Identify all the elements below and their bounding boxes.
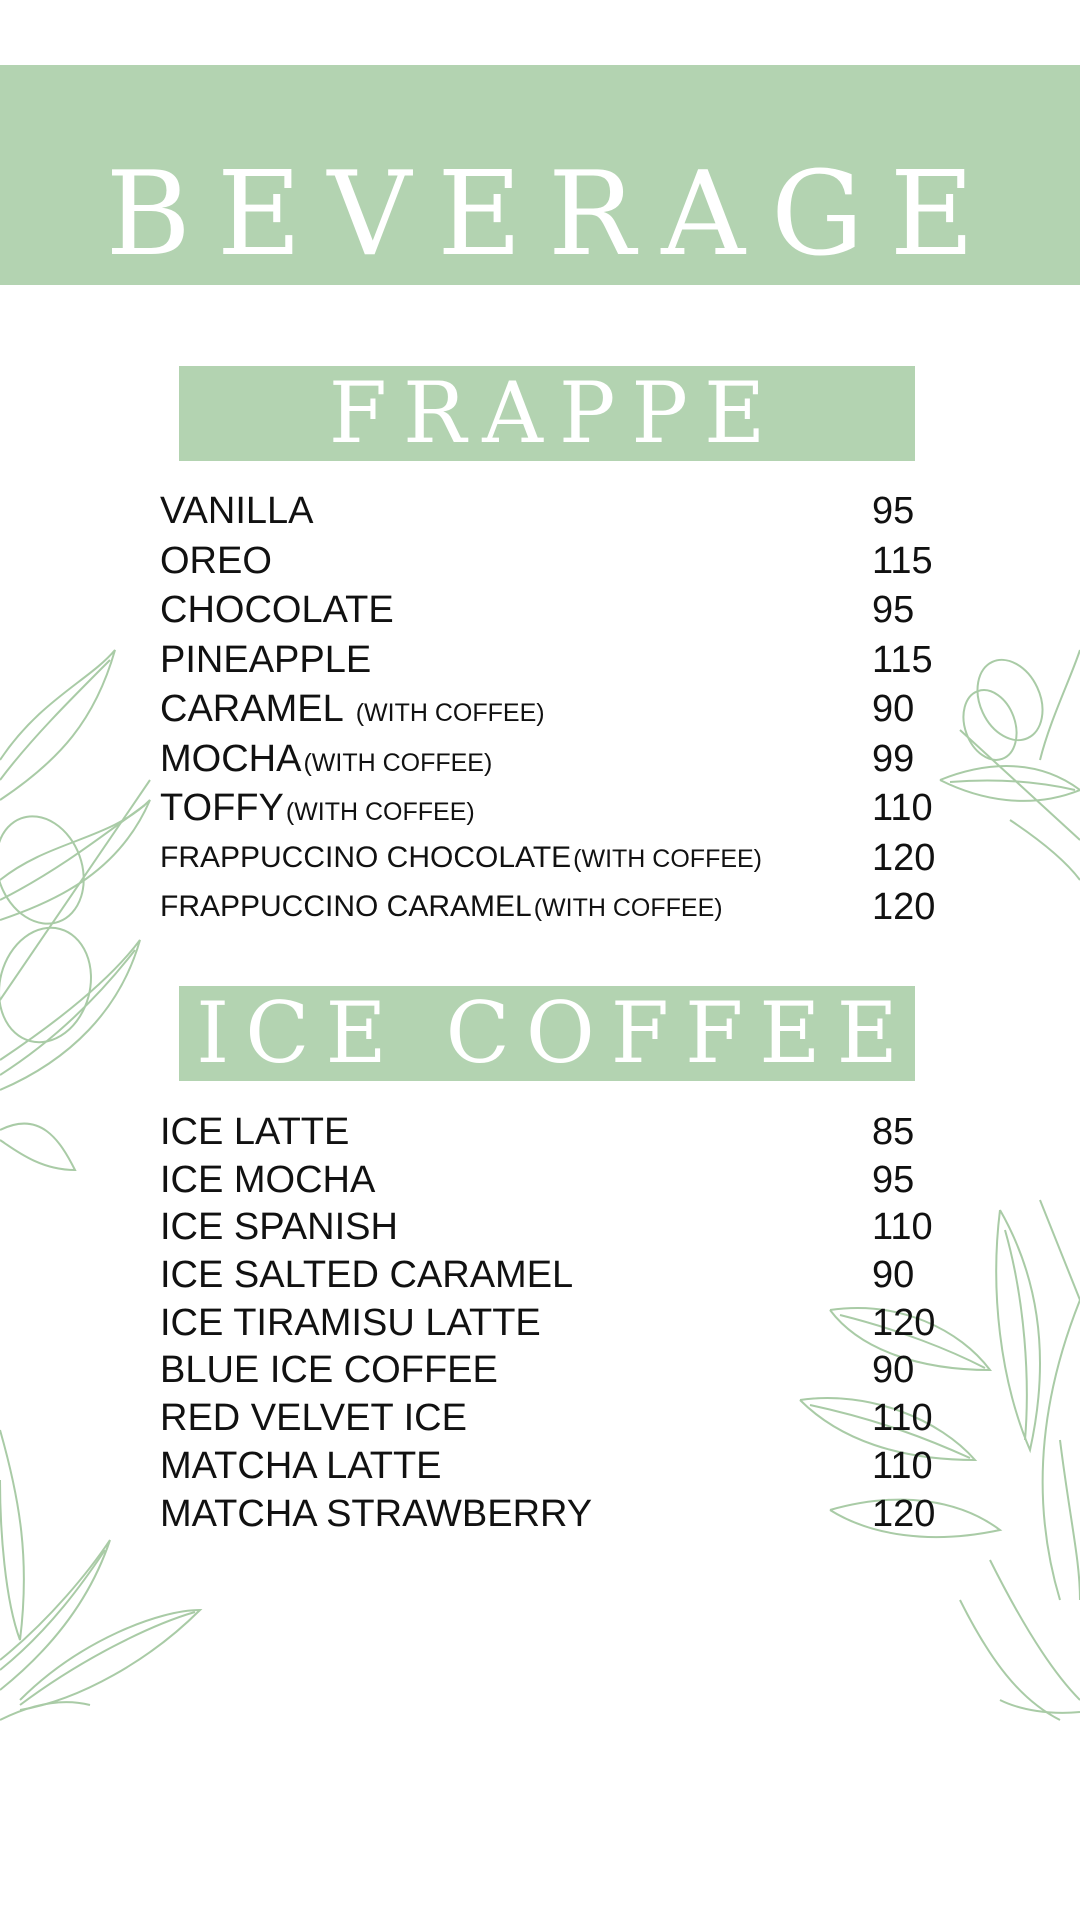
section-title: FRAPPE (328, 364, 782, 462)
menu-item (160, 487, 940, 537)
item-price: 120 (872, 886, 936, 928)
item-price: 115 (872, 638, 933, 681)
item-price: 90 (872, 1349, 915, 1392)
item-price: 90 (872, 688, 915, 730)
item-name: MATCHA STRAWBERRY (160, 1492, 593, 1535)
menu-item (160, 784, 940, 834)
item-price: 95 (872, 589, 915, 631)
item-name: OREO (160, 539, 272, 582)
section-title: ICE COFFEE (196, 984, 914, 1082)
item-name: CHOCOLATE (160, 589, 394, 631)
menu-item (160, 685, 940, 735)
menu-item (160, 1203, 940, 1251)
menu-item (160, 636, 940, 686)
item-note: (WITH COFFEE) (533, 894, 723, 922)
menu-item (160, 834, 940, 884)
menu-item (160, 1156, 940, 1204)
item-note: (WITH COFFEE) (355, 699, 545, 727)
item-price: 95 (872, 1158, 915, 1201)
item-name: CARAMEL (WITH COFFEE) (160, 688, 545, 730)
menu-item (160, 1490, 940, 1538)
item-name: ICE SPANISH (160, 1206, 398, 1249)
item-name: MOCHA(WITH COFFEE) (160, 737, 493, 780)
menu-item (160, 1394, 940, 1442)
section-banner-frappe (179, 366, 915, 461)
item-price: 99 (872, 737, 915, 780)
item-price: 90 (872, 1254, 915, 1297)
item-name: BLUE ICE COFFEE (160, 1349, 498, 1392)
item-name: VANILLA (160, 490, 314, 532)
item-name: MATCHA LATTE (160, 1444, 442, 1487)
item-price: 120 (872, 1492, 936, 1535)
item-name: TOFFY(WITH COFFEE) (160, 787, 475, 829)
section-banner-ice-coffee (179, 986, 915, 1081)
item-name: ICE TIRAMISU LATTE (160, 1301, 541, 1344)
item-name: ICE LATTE (160, 1111, 350, 1153)
tagline: Quality you can taste. (352, 289, 728, 317)
item-price: 85 (872, 1111, 915, 1153)
menu-item (160, 1299, 940, 1347)
item-price: 110 (872, 1444, 933, 1487)
menu-list-ice-coffee (160, 1108, 940, 1537)
menu-item (160, 1442, 940, 1490)
menu-item (160, 1108, 940, 1156)
item-price: 110 (872, 1206, 933, 1249)
menu-item (160, 537, 940, 587)
item-name: RED VELVET ICE (160, 1397, 467, 1440)
item-name: ICE MOCHA (160, 1158, 376, 1201)
item-price: 110 (872, 787, 933, 829)
menu-item (160, 883, 940, 933)
page-title: BEVERAGE (105, 147, 1001, 282)
item-note: (WITH COFFEE) (285, 798, 475, 826)
item-price: 95 (872, 490, 915, 532)
menu-item (160, 1251, 940, 1299)
item-name: ICE SALTED CARAMEL (160, 1254, 574, 1297)
item-price: 120 (872, 836, 936, 879)
item-note: (WITH COFFEE) (303, 748, 493, 777)
item-name: FRAPPUCCINO CHOCOLATE(WITH COFFEE) (160, 840, 763, 874)
menu-item (160, 735, 940, 785)
item-note: (WITH COFFEE) (573, 844, 763, 873)
header-banner (0, 65, 1080, 317)
item-price: 120 (872, 1301, 936, 1344)
menu-list-frappe (160, 487, 940, 933)
menu-item (160, 1346, 940, 1394)
item-price: 115 (872, 539, 933, 582)
item-price: 110 (872, 1397, 933, 1440)
item-name: FRAPPUCCINO CARAMEL(WITH COFFEE) (160, 890, 723, 923)
item-name: PINEAPPLE (160, 638, 372, 681)
menu-item (160, 586, 940, 636)
